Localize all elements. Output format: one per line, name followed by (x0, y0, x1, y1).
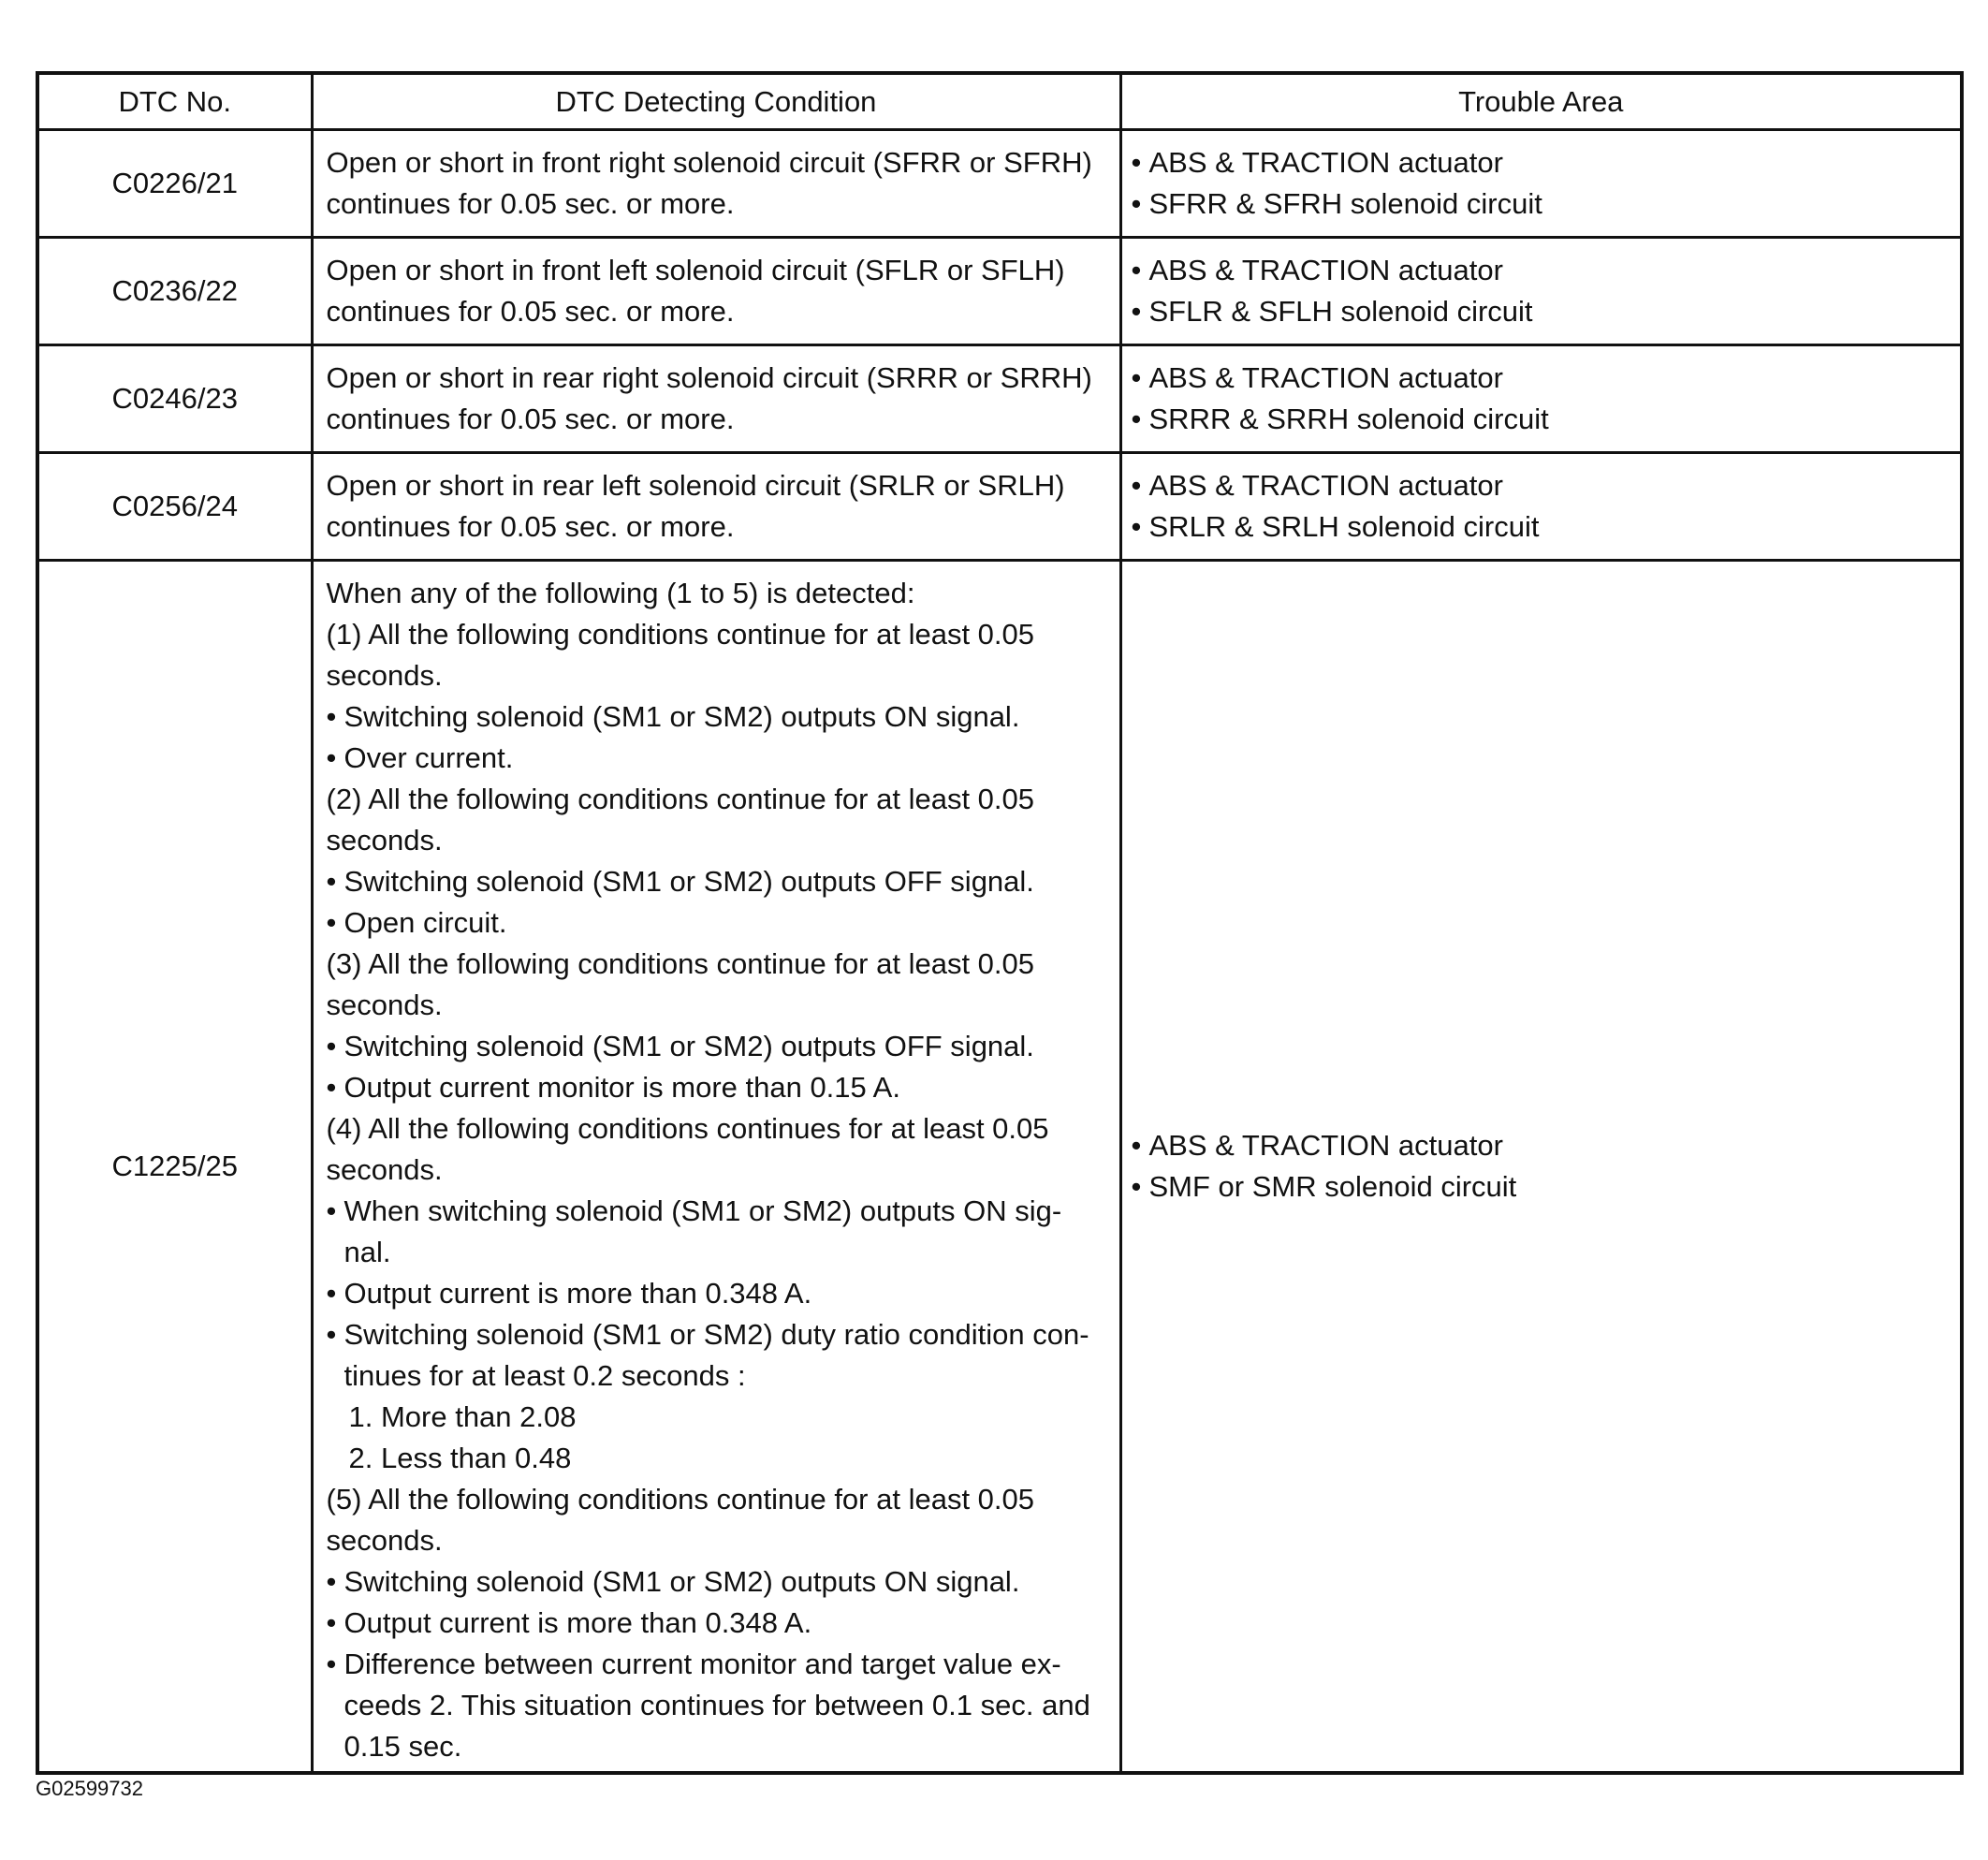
dtc-table (36, 71, 1964, 1775)
figure-id: G02599732 (36, 1777, 143, 1800)
detecting-condition: When any of the following (1 to 5) is detected: (1) All the following conditions continue for at least 0.05 seconds. • Switching solenoid (SM1 or SM2) outputs ON signal. • Over current. (2) All the following conditions continue for at least 0.05 seconds. • Switching solenoid (SM1 or SM2) outputs OFF signal. • Open circuit. (3) All the following conditions continue for at least 0.05 seconds. • Switching solenoid (SM1 or SM2) outputs OFF signal. • Output current monitor is more than 0.15 A. (4) All the following conditions continues for at least 0.05 seconds. • When switching solenoid (SM1 or SM2) outputs ON sig- nal. • Output current is more than 0.348 A. • Switching solenoid (SM1 or SM2) duty ratio condition con- tinues for at least 0.2 seconds : 1. More than 2.08 2. Less than 0.48 (5) All the following conditions continue for at least 0.05 seconds. • Switching solenoid (SM1 or SM2) outputs ON signal. • Output current is more than 0.348 A. • Difference between current monitor and target value ex- ceeds 2. This situation continues for between 0.1 sec. and 0.15 sec. (312, 561, 1120, 1774)
dtc-code: C0256/24 (37, 453, 312, 561)
detecting-condition: Open or short in front left solenoid circuit (SFLR or SFLH) continues for 0.05 sec. or more. (312, 238, 1120, 345)
header-detecting-condition: DTC Detecting Condition (312, 73, 1120, 130)
dtc-code: C1225/25 (37, 561, 312, 1774)
table-row (37, 453, 1962, 561)
table-row (37, 130, 1962, 238)
dtc-document (36, 71, 1960, 1775)
header-trouble-area: Trouble Area (1120, 73, 1962, 130)
header-dtc-no: DTC No. (37, 73, 312, 130)
table-row-long (37, 561, 1962, 1774)
detecting-condition: Open or short in rear right solenoid circuit (SRRR or SRRH) continues for 0.05 sec. or more. (312, 345, 1120, 453)
trouble-area: • ABS & TRACTION actuator • SFLR & SFLH solenoid circuit (1120, 238, 1962, 345)
trouble-area: • ABS & TRACTION actuator • SMF or SMR solenoid circuit (1120, 561, 1962, 1774)
detecting-condition: Open or short in rear left solenoid circuit (SRLR or SRLH) continues for 0.05 sec. or more. (312, 453, 1120, 561)
dtc-code: C0246/23 (37, 345, 312, 453)
table-row (37, 238, 1962, 345)
table-row (37, 345, 1962, 453)
header-row (37, 73, 1962, 130)
dtc-code: C0226/21 (37, 130, 312, 238)
trouble-area: • ABS & TRACTION actuator • SRLR & SRLH solenoid circuit (1120, 453, 1962, 561)
trouble-area: • ABS & TRACTION actuator • SRRR & SRRH solenoid circuit (1120, 345, 1962, 453)
detecting-condition: Open or short in front right solenoid circuit (SFRR or SFRH) continues for 0.05 sec. or more. (312, 130, 1120, 238)
trouble-area: • ABS & TRACTION actuator • SFRR & SFRH solenoid circuit (1120, 130, 1962, 238)
dtc-code: C0236/22 (37, 238, 312, 345)
